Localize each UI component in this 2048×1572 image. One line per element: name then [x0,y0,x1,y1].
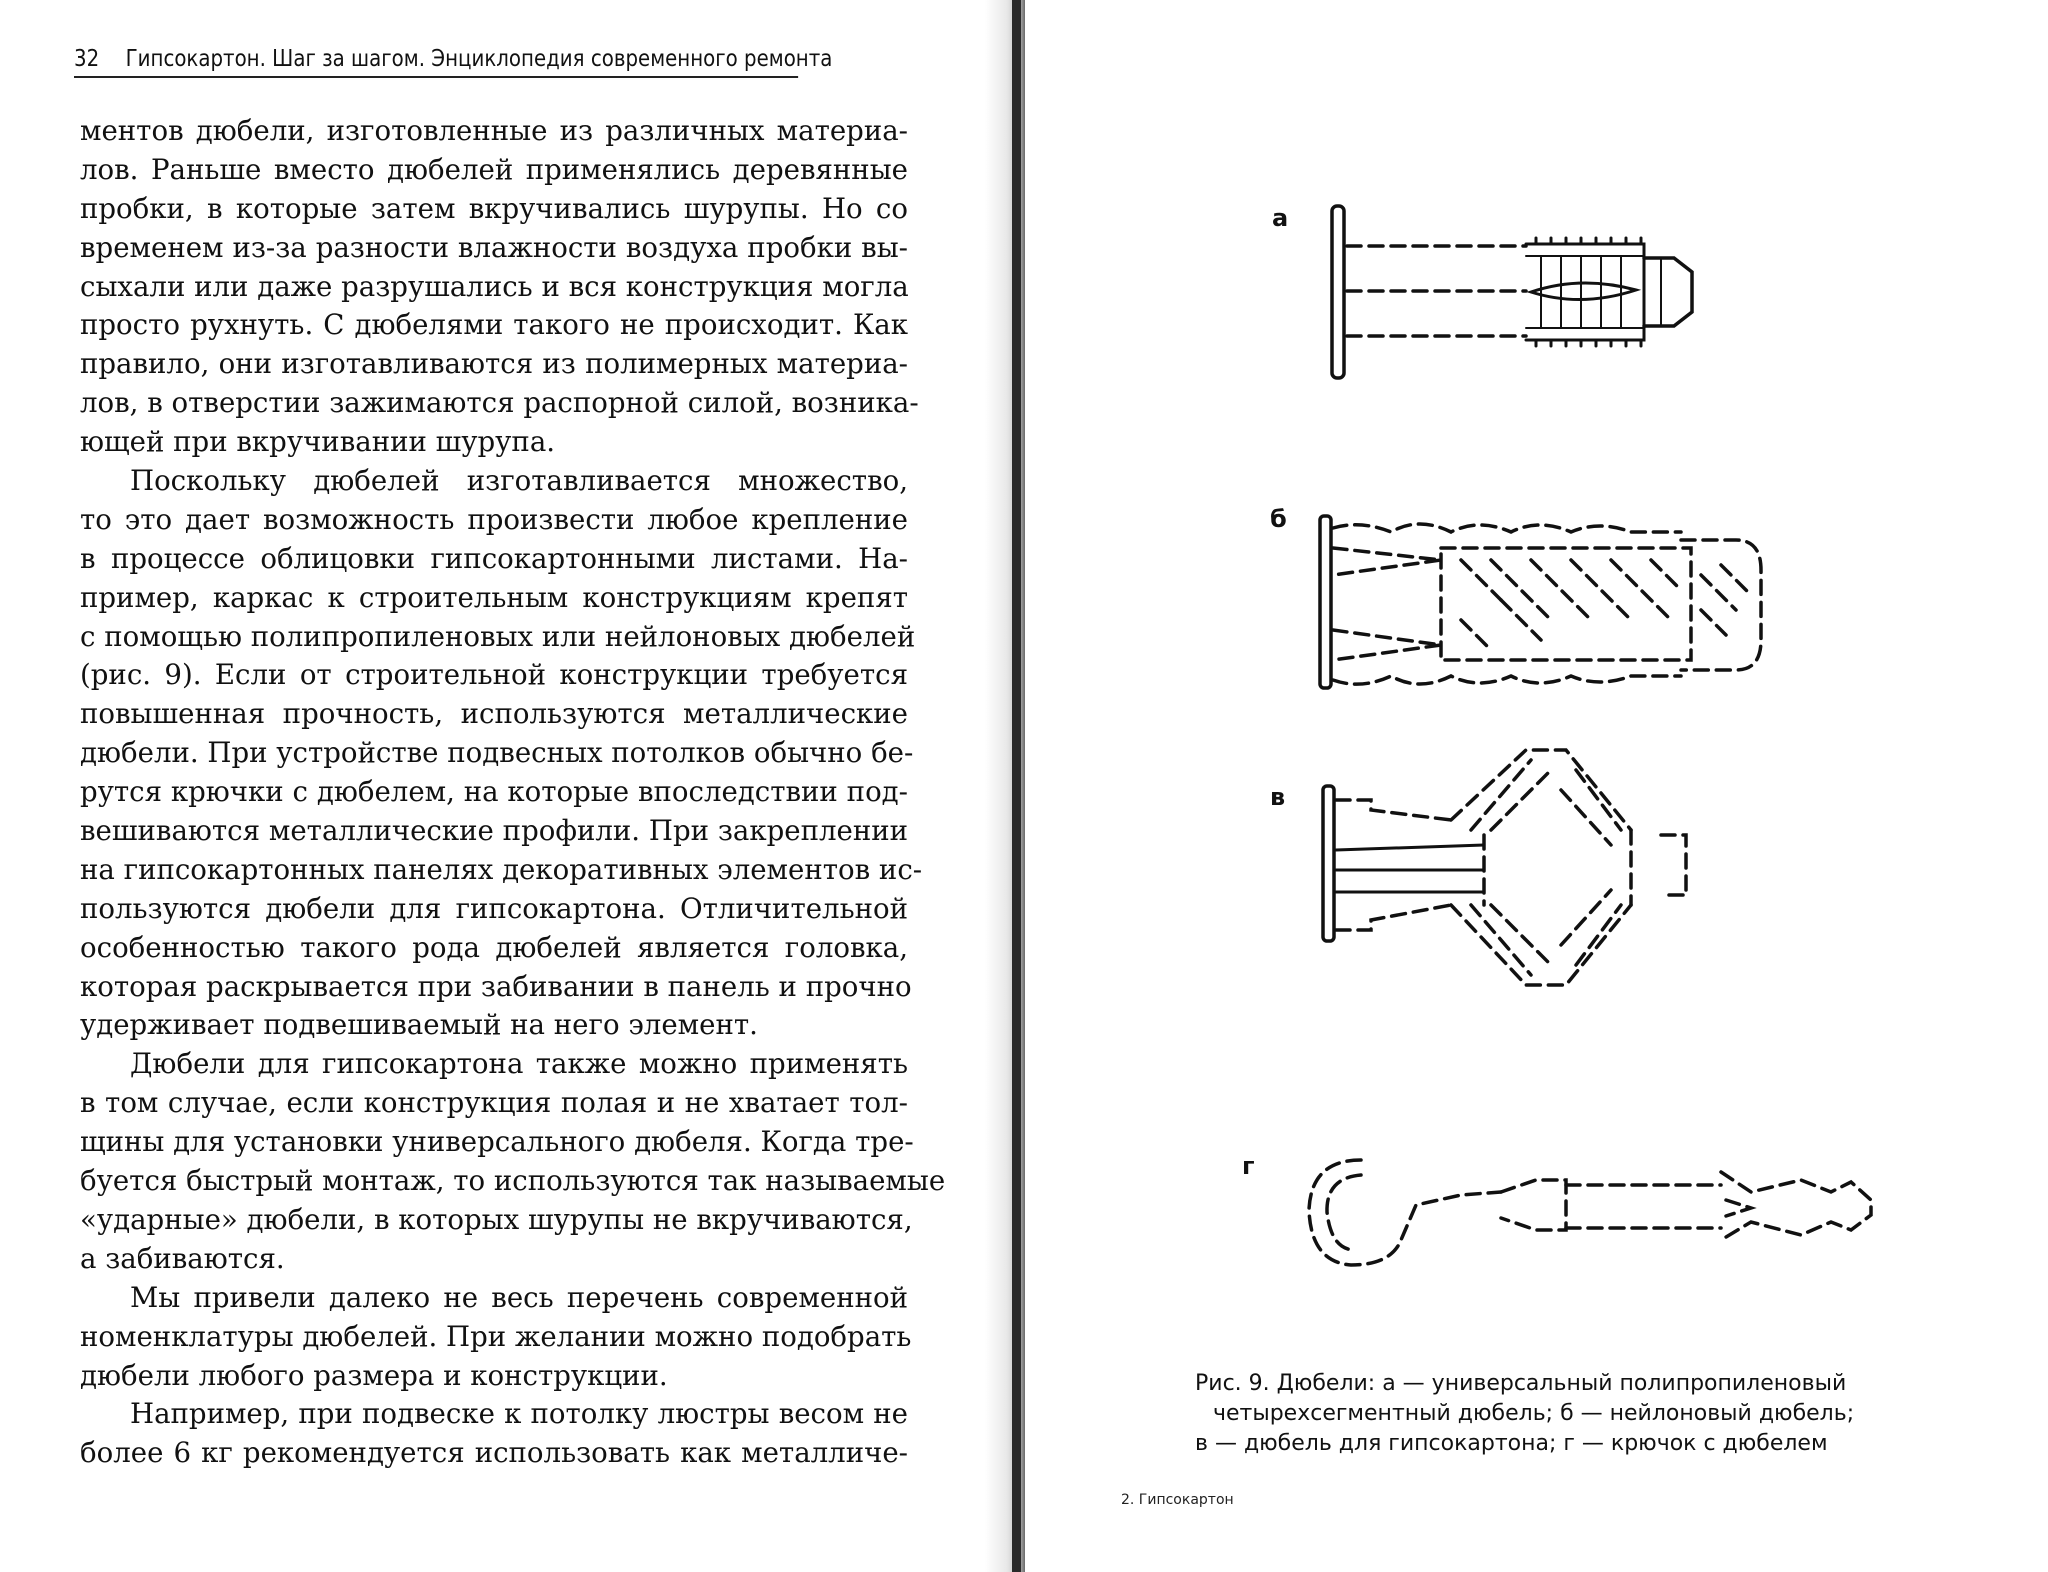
dowel-v-drawing [1323,750,1686,985]
body-text [80,112,946,1473]
text-line: ментов дюбели, изготовленные из различных материа- [80,114,908,147]
text-line: ющей при вкручивании шурупа. [80,425,556,459]
text-line: буется быстрый монтаж, то используются так называемые [80,1164,946,1198]
text-line: с помощью полипропиленовых или нейлоновых дюбелей [80,619,916,653]
text-line: повышенная прочность, используются металлические [80,697,908,731]
running-title: Гипсокартон. Шаг за шагом. Энциклопедия современного ремонта [125,46,833,72]
running-header [74,44,833,78]
text-line: «ударные» дюбели, в которых шурупы не вкручиваются, [80,1202,913,1236]
paragraph-start: Поскольку дюбелей изготавливается множество, [130,464,908,498]
text-line: которая раскрывается при забивании в панель и прочно [80,969,912,1003]
text-line: лов, в отверстии зажимаются распорной силой, возника- [80,386,919,420]
figure-label-g: г [1242,1152,1255,1180]
text-line: сыхали или даже разрушались и вся конструкция могла [80,269,909,303]
text-line: на гипсокартонных панелях декоративных элементов ис- [80,852,923,886]
dowel-a-drawing [1332,206,1692,378]
text-line: номенклатуры дюбелей. При желании можно подобрать [80,1319,912,1353]
text-line: более 6 кг рекомендуется использовать как металличе- [80,1436,908,1470]
dowel-g-drawing [1309,1160,1871,1265]
text-line: то это дает возможность произвести любое крепление [80,502,908,536]
caption-line: Рис. 9. Дюбели: а — универсальный полипропиленовый [1195,1371,1847,1396]
signature-mark: 2. Гипсокартон [1121,1492,1234,1508]
text-line: дюбели любого размера и конструкции. [80,1358,668,1392]
paragraph-start: Дюбели для гипсокартона также можно применять [130,1047,908,1081]
figure-9-dowels [1021,0,2048,1400]
paragraph-start: Мы привели далеко не весь перечень современной [130,1280,908,1314]
left-page [0,0,1000,1572]
dowel-b-drawing [1320,516,1761,688]
text-line: временем из-за разности влажности воздуха пробки вы- [80,230,908,264]
figure-caption [1195,1369,1915,1459]
right-page [1021,0,2048,1572]
text-line: особенностью такого рода дюбелей является головка, [80,930,908,964]
text-line: в том случае, если конструкция полая и не хватает тол- [80,1086,908,1120]
figure-label-b: б [1270,505,1287,533]
text-line: дюбели. При устройстве подвесных потолков обычно бе- [80,736,914,770]
text-line: в процессе облицовки гипсокартонными листами. На- [80,541,908,575]
text-line: вешиваются металлические профили. При закреплении [80,814,908,848]
text-line: а забиваются. [80,1241,285,1275]
caption-line: четырехсегментный дюбель; б — нейлоновый дюбель; [1213,1401,1855,1426]
text-line: правило, они изготавливаются из полимерных материа- [80,347,908,381]
text-line: лов. Раньше вместо дюбелей применялись деревянные [80,152,908,186]
paragraph-start: Например, при подвеске к потолку люстры весом не [130,1397,908,1431]
figure-label-a: а [1272,204,1289,232]
text-line: щины для установки универсального дюбеля. Когда тре- [80,1125,914,1159]
text-line: (рис. 9). Если от строительной конструкции требуется [80,658,908,692]
page-number: 32 [74,46,100,72]
text-line: пользуются дюбели для гипсокартона. Отличительной [80,891,908,925]
text-line: пример, каркас к строительным конструкциям крепят [80,580,908,614]
book-spine [1012,0,1021,1572]
text-line: рутся крючки с дюбелем, на которые впоследствии под- [80,775,908,809]
text-line: просто рухнуть. С дюбелями такого не происходит. Как [80,308,908,342]
caption-line: в — дюбель для гипсокартона; г — крючок с дюбелем [1195,1431,1828,1456]
figure-label-v: в [1270,783,1286,811]
text-line: удерживает подвешиваемый на него элемент. [80,1008,758,1042]
text-line: пробки, в которые затем вкручивались шурупы. Но со [80,191,908,225]
